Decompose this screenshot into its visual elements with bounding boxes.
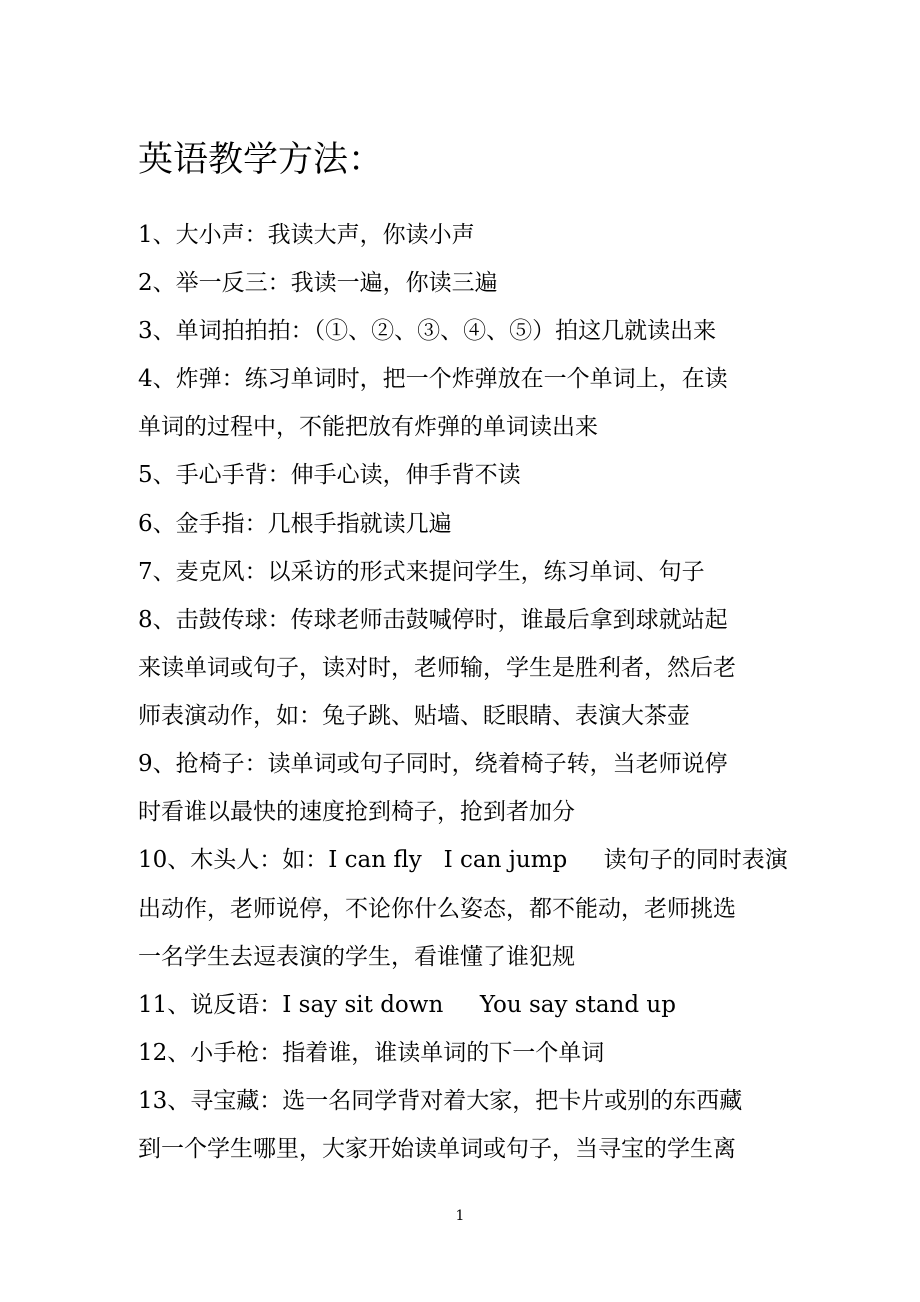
text-line: 3、单词拍拍拍：（①、②、③、④、⑤）拍这几就读出来 (138, 318, 717, 344)
text-line: 出动作，老师说停，不论你什么姿态，都不能动，老师挑选 (138, 896, 736, 922)
text-line: 7、麦克风：以采访的形式来提问学生，练习单词、句子 (138, 559, 705, 585)
text-line: 6、金手指：几根手指就读几遍 (138, 511, 452, 537)
page-number: 1 (455, 1208, 465, 1224)
text-line: 2、举一反三：我读一遍，你读三遍 (138, 270, 498, 296)
text-line: 到一个学生哪里，大家开始读单词或句子，当寻宝的学生离 (138, 1136, 736, 1162)
text-line: 8、击鼓传球：传球老师击鼓喊停时，谁最后拿到球就站起 (138, 607, 728, 633)
text-line: 10、木头人：如：I can fly I can jump 读句子的同时表演 (138, 847, 788, 873)
text-line: 13、寻宝藏：选一名同学背对着大家，把卡片或别的东西藏 (138, 1088, 743, 1114)
document-title: 英语教学方法： (138, 140, 384, 180)
text-line: 4、炸弹：练习单词时，把一个炸弹放在一个单词上，在读 (138, 366, 728, 392)
text-line: 5、手心手背：伸手心读，伸手背不读 (138, 462, 521, 488)
text-line: 一名学生去逗表演的学生，看谁懂了谁犯规 (138, 944, 575, 970)
text-line: 9、抢椅子：读单词或句子同时，绕着椅子转，当老师说停 (138, 751, 728, 777)
text-line: 来读单词或句子，读对时，老师输，学生是胜利者，然后老 (138, 655, 736, 681)
text-line: 11、说反语：I say sit down You say stand up (138, 992, 676, 1018)
text-line: 师表演动作，如：兔子跳、贴墙、眨眼睛、表演大茶壶 (138, 703, 690, 729)
text-line: 12、小手枪：指着谁，谁读单词的下一个单词 (138, 1040, 605, 1066)
text-line: 单词的过程中，不能把放有炸弹的单词读出来 (138, 414, 598, 440)
text-line: 1、大小声：我读大声，你读小声 (138, 222, 475, 248)
text-line: 时看谁以最快的速度抢到椅子，抢到者加分 (138, 799, 575, 825)
